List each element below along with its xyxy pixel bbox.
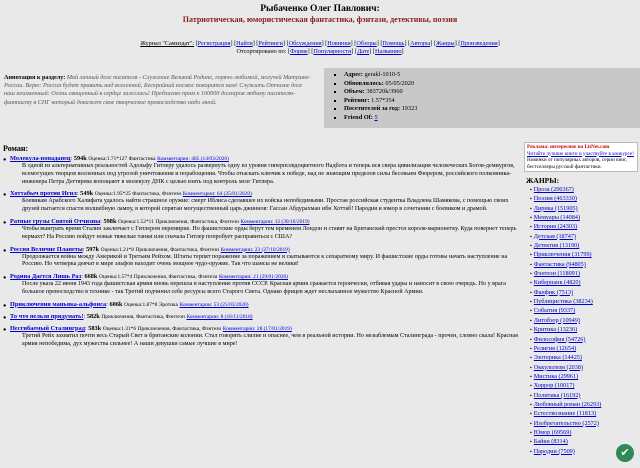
work-item xyxy=(0,218,522,242)
genre-item[interactable] xyxy=(530,186,638,195)
work-score: Оценка:1.71*127 xyxy=(88,156,128,162)
work-head: ● Хоттабыч против Игил: 549k Оценка:1.95*25 Фантастика, Фэнтези Комментарии: 64 (25/01/2020) xyxy=(3,190,252,199)
genre-link[interactable]: Политика (16192) xyxy=(533,391,581,399)
work-title-link[interactable]: Хоттабыч против Игил xyxy=(10,190,77,198)
ad-link[interactable]: Читайте лучшие книги и участвуйте в конкурсе! xyxy=(527,150,634,157)
genre-link[interactable]: Пародии (7509) xyxy=(533,447,575,455)
genre-item[interactable] xyxy=(530,270,638,279)
work-head: ● Несгибаемый Сталинград: 583k Оценка:1.31*6 Приключения, Фантастика, Фэнтези Комментарии: 28 (17/01/2019) xyxy=(3,324,292,333)
genre-item[interactable] xyxy=(530,214,638,223)
genre-item[interactable] xyxy=(530,336,638,345)
genre-link[interactable]: Поэзия (463330) xyxy=(533,195,577,203)
work-comments-link[interactable]: Комментарии: 23 (27/10/2019) xyxy=(220,246,290,253)
nav-link-ratings[interactable]: Рейтинги xyxy=(258,40,283,47)
bullet-icon: ● xyxy=(3,326,7,333)
journal-label[interactable]: Журнал "Самиздат": xyxy=(140,40,195,47)
genre-link[interactable]: Естествознание (11813) xyxy=(533,410,597,418)
nav-link-help[interactable]: Помощь xyxy=(382,40,405,47)
work-size: 668k xyxy=(84,273,98,281)
work-score: Оценка:1.57*4 xyxy=(98,274,133,281)
genre-link[interactable]: Любовный роман (26293) xyxy=(533,400,602,408)
work-size: 594k xyxy=(73,155,87,162)
genre-link[interactable]: Оккультизм (2038) xyxy=(533,363,583,371)
annotation xyxy=(4,74,314,107)
top-nav: Журнал "Самиздат": [Регистрация] [Найти] [Рейтинги] [Обсуждения] [Новинки] [Обзоры] [Помощь] [Авторы] [Жанры] [Произведения] Отсортировано по: [Форме] [Популярности] [Дате] [Названию] xyxy=(140,40,500,55)
meta-visitors: ▪ Посетителей за год: 19323 xyxy=(344,105,640,114)
genre-item[interactable] xyxy=(530,205,638,214)
work-description: После указа 22 июня 1943 года фашистская армия вновь перешла в наступление против СССР. Красная армия сражается героически, отбивая удары и наносит в свою очередь. Но у врага большое превосходство в технике - так Третий подчинил себе ресурсы всего Старого Света. Однако фрицев ждет неслыханное мужество Красной Армии. xyxy=(22,281,506,295)
genre-link[interactable]: Детектив (13190) xyxy=(533,242,580,250)
work-item xyxy=(0,190,522,214)
genre-item[interactable] xyxy=(530,317,638,326)
work-score: Оценка:1.31*6 xyxy=(102,325,137,332)
genre-item[interactable] xyxy=(530,401,638,410)
work-title-link[interactable]: Молекула-попаданец xyxy=(10,155,71,162)
bullet-icon: ● xyxy=(3,275,7,282)
genre-item[interactable] xyxy=(530,326,638,335)
genre-item[interactable] xyxy=(530,289,638,298)
nav-link-authors[interactable]: Авторы xyxy=(410,40,431,47)
bullet-icon: ● xyxy=(3,247,7,254)
genres-title: ЖАНРЫ: xyxy=(526,176,560,185)
section-title: Роман: xyxy=(3,144,29,153)
genre-link[interactable]: Мистика (29961) xyxy=(533,372,579,380)
bullet-icon: ● xyxy=(3,302,7,309)
work-head: ● Родина Дается Лишь Раз: 668k Оценка:1.57*4 Приключения, Фантастика, Фэнтези Комментарии: 21 (29/01/2020) xyxy=(3,273,289,282)
genre-link[interactable]: Хоррор (10017) xyxy=(533,382,575,390)
work-head: ● Молекула-попаданец: 594k Оценка:1.71*127 Фантастика Комментарии: 485 (14/03/2020) xyxy=(3,155,229,163)
work-item xyxy=(0,246,522,270)
work-title-link[interactable]: Россия Величие Планеты xyxy=(10,245,83,253)
sort-by-form[interactable]: Форме xyxy=(290,48,308,55)
work-score: Оценка:1.52*11 xyxy=(118,218,154,225)
genre-item[interactable] xyxy=(530,373,638,382)
shield-icon[interactable]: ✔ xyxy=(616,444,634,462)
work-title-link[interactable]: Родина Дается Лишь Раз xyxy=(10,273,82,281)
work-head: ● То что нельзя придумать!: 582k Приключения, Фантастика, Фэнтези Комментарии: 8 (16/11/2018) xyxy=(3,312,253,321)
sort-by-date[interactable]: Дате xyxy=(357,48,370,55)
work-title-link[interactable]: Ратные грузы Святой Отчизны xyxy=(10,217,101,225)
sort-by-title[interactable]: Названию xyxy=(375,48,402,55)
sort-label: Отсортировано по: xyxy=(236,48,287,55)
work-size: 549k xyxy=(80,190,94,198)
work-head: ● Приключения маньяка-альфонса: 606k Оценка:1.87*8 Эротика Комментарии: 53 (25/03/2020) xyxy=(3,300,249,309)
work-genre: Приключения, Фантастика, Фэнтези xyxy=(101,313,185,320)
bullet-icon: ● xyxy=(3,157,7,163)
work-comments-link[interactable]: Комментарии: 485 (14/03/2020) xyxy=(157,156,229,162)
genre-link[interactable]: Изобретательство (2572) xyxy=(533,419,599,427)
genre-link[interactable]: Эзотерика (14425) xyxy=(533,354,582,362)
work-comments-link[interactable]: Комментарии: 53 (25/03/2020) xyxy=(179,301,249,308)
genre-item[interactable] xyxy=(530,429,638,438)
genre-item[interactable] xyxy=(530,251,638,260)
nav-link-find[interactable]: Найти xyxy=(236,40,253,47)
nav-link-reviews[interactable]: Обзоры xyxy=(356,40,377,47)
work-title-link[interactable]: Приключения маньяка-альфонса xyxy=(10,300,107,308)
genre-link[interactable]: Религия (12654) xyxy=(533,344,577,352)
bullet-icon: ● xyxy=(3,219,7,226)
work-comments-link[interactable]: Комментарии: 12 (30/10/2019) xyxy=(240,218,310,225)
meta-panel xyxy=(324,68,640,128)
work-genre: Приключения, Фантастика, Фэнтези xyxy=(135,246,220,253)
genre-link[interactable]: Лирика (151905) xyxy=(533,204,578,212)
ad-title[interactable]: Реклама: интересное на LitNet.com xyxy=(527,144,610,150)
author-name: Рыбаченко Олег Павлович: xyxy=(260,4,380,14)
genre-item[interactable] xyxy=(530,364,638,373)
nav-link-genres[interactable]: Жанры xyxy=(435,40,455,47)
genre-item[interactable] xyxy=(530,242,638,251)
work-item xyxy=(0,155,522,186)
genre-link[interactable]: Проза (200367) xyxy=(533,186,574,193)
genre-item[interactable] xyxy=(530,223,638,232)
genre-link[interactable]: Фэнтези (118091) xyxy=(533,270,580,278)
genre-item[interactable] xyxy=(530,261,638,270)
genre-link[interactable]: Приключения (31799) xyxy=(533,251,592,259)
work-size: 582k xyxy=(86,312,100,320)
work-genre: Фантастика, Фэнтези xyxy=(132,191,182,198)
sort-by-popularity[interactable]: Популярности xyxy=(313,48,352,55)
work-genre: Эротика xyxy=(158,301,178,308)
work-size: 597k xyxy=(86,245,100,253)
work-item xyxy=(0,301,522,309)
work-head: ● Ратные грузы Святой Отчизны: 598k Оценка:1.52*11 Приключения, Фантастика, Фэнтези Комментарии: 12 (30/10/2019) xyxy=(3,217,310,226)
work-score: Оценка:1.87*8 xyxy=(123,301,158,308)
nav-link-register[interactable]: Регистрация xyxy=(197,40,231,47)
work-title-link[interactable]: Несгибаемый Сталинград xyxy=(10,324,85,332)
genre-item[interactable] xyxy=(530,410,638,419)
genre-link[interactable]: События (9337) xyxy=(533,307,576,315)
genre-item[interactable] xyxy=(530,279,638,288)
genre-link[interactable]: Литобзор (10949) xyxy=(533,316,580,324)
genre-item[interactable] xyxy=(530,382,638,391)
work-item xyxy=(0,273,522,297)
genre-item[interactable] xyxy=(530,195,638,204)
genre-link[interactable]: Публицистика (38234) xyxy=(533,298,593,306)
genre-item[interactable] xyxy=(530,420,638,429)
works-list xyxy=(0,155,522,352)
meta-rating: ▪ Рейтинг: 1.57*354 xyxy=(344,97,640,106)
work-title-link[interactable]: То что нельзя придумать! xyxy=(10,312,84,320)
work-description: Боевикам Арабского Халифата удалось найти страшное оружие: смерт Иблиса сделавшее их войска непобедимыми. Простая российская студентка Владлена Шамякова, с помощью своих друзей пытается спасти волшебную лампу, в которой спрятан могущественный царь джиннов: Гассан Абдурахман ибн Хоттаб! Пародия и юмор в сочетании с боевиком и драмой. xyxy=(22,198,509,213)
genre-link[interactable]: Фантастика (94805) xyxy=(533,260,586,268)
work-genre: Фантастика xyxy=(128,156,156,162)
work-size: 598k xyxy=(103,217,117,225)
genres-list xyxy=(524,186,638,457)
work-score: Оценка:1.21*8 xyxy=(100,246,134,253)
genre-item[interactable] xyxy=(530,354,638,363)
bullet-icon: ● xyxy=(3,192,7,199)
work-size: 606k xyxy=(109,300,123,308)
section-info xyxy=(0,68,640,132)
work-genre: Приключения, Фантастика, Фэнтези xyxy=(155,218,239,225)
nav-link-discussions[interactable]: Обсуждения xyxy=(288,40,322,47)
genre-link[interactable]: Киберпанк (4820) xyxy=(533,279,581,287)
work-genre: Приключения, Фантастика, Фэнтези xyxy=(133,274,218,281)
genre-link[interactable]: Детская (18747) xyxy=(533,232,576,240)
work-description: Продолжается война между Америкой и Третьим Рейхом. Штаты терпят поражение за поражением и скатываются к сепаратному миру. И фашистские орды готовы начать наступление на Россию. Но четверка девчат в мире эльфов находит очень мощное чудо-оружие. Так что шансы не велики! xyxy=(22,253,508,268)
page-header xyxy=(0,4,640,56)
meta-address: ▪ Адрес: gerakl-1010-5 xyxy=(344,71,640,80)
meta-updated: ▪ Обновлялось: 05/05/2020 xyxy=(344,80,640,89)
genre-item[interactable] xyxy=(530,392,638,401)
sidebar xyxy=(524,142,638,457)
section-subtitle: Патриотическая, юмористическая фантастика, фэнтази, детективы, поэзия xyxy=(182,15,458,24)
work-comments-link[interactable]: Комментарии: 28 (17/01/2019) xyxy=(222,325,292,332)
genre-link[interactable]: Фанфик (7513) xyxy=(533,288,574,296)
genre-item[interactable] xyxy=(530,298,638,307)
genre-link[interactable]: Философия (54726) xyxy=(533,335,586,343)
work-head: ● Россия Величие Планеты: 597k Оценка:1.21*8 Приключения, Фантастика, Фэнтези Комментарии: 23 (27/10/2019) xyxy=(3,245,290,254)
work-size: 583k xyxy=(88,324,102,332)
genre-link[interactable]: Байки (8314) xyxy=(533,438,568,446)
genre-item[interactable] xyxy=(530,307,638,316)
work-description: Чтобы выиграть время Сталин заключает с Гитлером перемирие. Но фашистские орды берут тем временем Лондон и ставят на Британский престол короля-марионетку. Куда повернет теперь вермахт? На Россию пойдут новые тяжелые танки или сначала Гитлер попробует расправиться с США? xyxy=(22,225,517,240)
genre-link[interactable]: История (24303) xyxy=(533,223,578,231)
genre-link[interactable]: Юмор (69569) xyxy=(533,428,572,436)
nav-link-new[interactable]: Новинки xyxy=(327,40,351,47)
work-item xyxy=(0,325,522,349)
ad-block xyxy=(524,142,638,172)
genre-link[interactable]: Мемуары (14084) xyxy=(533,214,581,222)
genre-link[interactable]: Критика (13236) xyxy=(533,326,578,334)
work-comments-link[interactable]: Комментарии: 64 (25/01/2020) xyxy=(182,191,252,198)
bullet-icon: ● xyxy=(3,314,7,321)
work-description: Третий Рейх захватил почти весь Старый Свет и британские колонии. Стал говорить слилие и опаснее, чем в реальной истории. Но незыблемым Сталинграда - прочен, словно скала! Красная армия непобедима, дух мужества сильнее! А наши девушки самые лучшие в мире! xyxy=(22,332,518,347)
ad-text: Новинки от популярных авторов, серии книг, бестселлеры русской фантастики. xyxy=(527,157,627,170)
nav-link-works[interactable]: Произведения xyxy=(460,40,498,47)
genre-item[interactable] xyxy=(530,233,638,242)
work-score: Оценка:1.95*25 xyxy=(94,191,131,198)
annotation-label: Аннотация к разделу: xyxy=(4,74,66,81)
work-genre: Приключения, Фантастика, Фэнтези xyxy=(137,325,222,332)
work-item xyxy=(0,313,522,321)
meta-volume: ▪ Объем: 383720k/3960 xyxy=(344,88,640,97)
genre-item[interactable] xyxy=(530,345,638,354)
annotation-text: Мой личный долг писателя - Служение Великой Родине, горячо любимой, могучей Матушке-России. Верю: Россия будет править над вселенной, Бескрайний космос покорится нам! Служить Отчизне долг наш неизменный: Огонь священный в сердце зажглась! Предлагаю прям к 100000 долларов любому писателю-фантасту в СНГ который докажет свое творческое превосходство надо мной. xyxy=(4,74,311,106)
meta-friends[interactable]: ▪ Friend Of: 5 xyxy=(344,114,640,123)
work-comments-link[interactable]: Комментарии: 21 (29/01/2020) xyxy=(218,274,289,281)
work-description: В одной из альтернативных реальностей Адольфу Гитлеру удалось развернуть одну из уровня гиперпсевдоцветного Надбота и теперь вся свера цивилизация человеческих Богов-демиургов, всемогущих творцов вселенных под угрозой уничтожения и порабощения. Чтобы отыскать ключик к победе, над не знающим пределов силы бесовьим Фюрером, российского полковника-инженера Петра Дегтярева вопощают в молекулу ДНК с целью взять под контроль мозг Гитлера. xyxy=(22,163,515,185)
work-comments-link[interactable]: Комментарии: 8 (16/11/2018) xyxy=(186,313,253,320)
